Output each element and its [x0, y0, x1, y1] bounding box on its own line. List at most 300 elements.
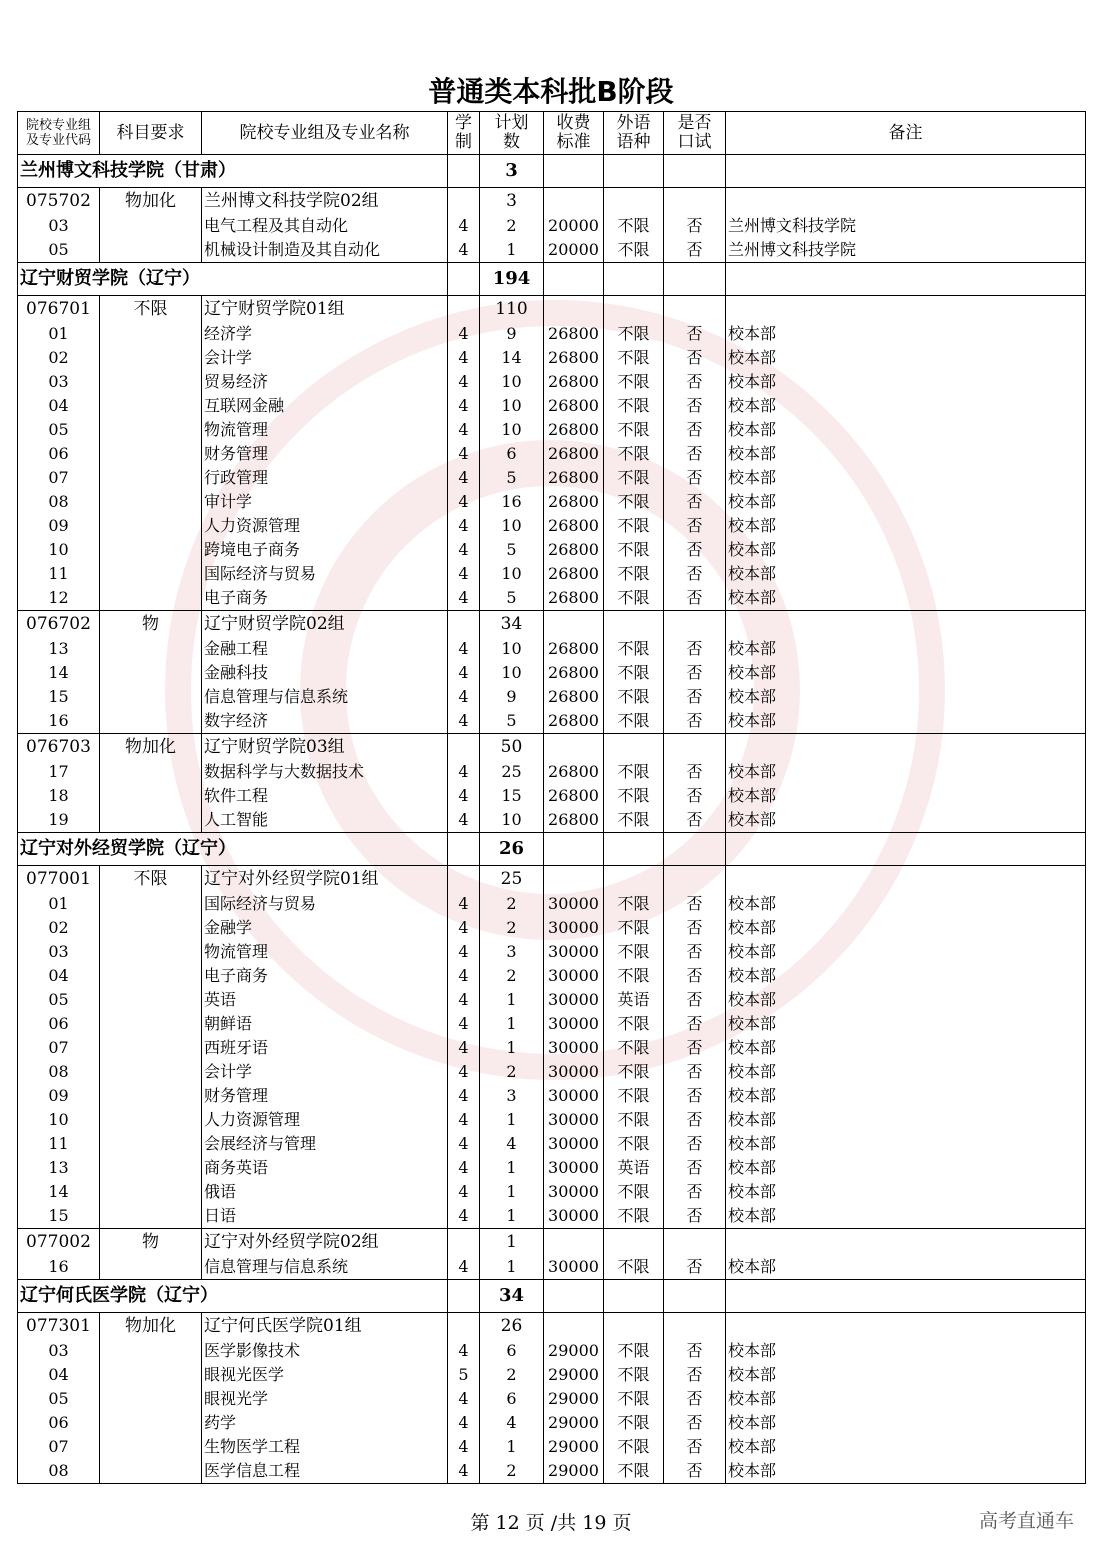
major-row: [18, 1060, 1086, 1084]
cell-fee: [544, 263, 604, 296]
cell-fee: 30000: [544, 1204, 604, 1229]
cell-years: 4: [448, 322, 480, 346]
cell-requirement: [100, 214, 202, 238]
cell-language: 不限: [604, 1084, 664, 1108]
cell-note: 校本部: [726, 1084, 1086, 1108]
cell-years: 4: [448, 892, 480, 916]
cell-note: [726, 833, 1086, 866]
cell-name: 电子商务: [202, 964, 448, 988]
cell-code: 04: [18, 964, 100, 988]
major-row: [18, 1339, 1086, 1363]
cell-requirement: 物加化: [100, 734, 202, 761]
cell-code: 18: [18, 784, 100, 808]
cell-oral: 否: [664, 1255, 726, 1280]
cell-note: [726, 296, 1086, 323]
cell-code: 04: [18, 394, 100, 418]
major-row: [18, 214, 1086, 238]
cell-code: 02: [18, 916, 100, 940]
header-years: 学 制: [448, 112, 480, 155]
cell-name: 辽宁对外经贸学院01组: [202, 866, 448, 893]
cell-oral: 否: [664, 370, 726, 394]
cell-fee: 29000: [544, 1363, 604, 1387]
cell-fee: 30000: [544, 1180, 604, 1204]
cell-note: 校本部: [726, 709, 1086, 734]
cell-name: 财务管理: [202, 442, 448, 466]
major-row: [18, 322, 1086, 346]
cell-note: 校本部: [726, 490, 1086, 514]
cell-years: 4: [448, 538, 480, 562]
cell-years: 4: [448, 238, 480, 263]
cell-name: 金融工程: [202, 637, 448, 661]
cell-note: 校本部: [726, 346, 1086, 370]
cell-oral: 否: [664, 892, 726, 916]
cell-requirement: [100, 916, 202, 940]
cell-fee: 30000: [544, 1156, 604, 1180]
cell-years: 4: [448, 1180, 480, 1204]
cell-name: 朝鲜语: [202, 1012, 448, 1036]
cell-years: 4: [448, 1084, 480, 1108]
cell-name: 金融学: [202, 916, 448, 940]
cell-fee: 30000: [544, 1012, 604, 1036]
cell-language: 英语: [604, 988, 664, 1012]
cell-oral: [664, 611, 726, 638]
cell-name: 商务英语: [202, 1156, 448, 1180]
cell-requirement: [100, 1387, 202, 1411]
cell-name: 西班牙语: [202, 1036, 448, 1060]
cell-plan: 2: [480, 964, 544, 988]
cell-language: [604, 1313, 664, 1340]
cell-fee: 30000: [544, 916, 604, 940]
cell-code: 10: [18, 1108, 100, 1132]
major-row: [18, 394, 1086, 418]
cell-note: [726, 1280, 1086, 1313]
cell-code: 08: [18, 1060, 100, 1084]
cell-fee: 26800: [544, 466, 604, 490]
cell-name: 辽宁财贸学院01组: [202, 296, 448, 323]
cell-language: 不限: [604, 1180, 664, 1204]
cell-requirement: [100, 466, 202, 490]
enrollment-table: [17, 111, 1086, 1484]
cell-code: 01: [18, 892, 100, 916]
cell-language: 不限: [604, 1459, 664, 1484]
major-row: [18, 808, 1086, 833]
cell-fee: 26800: [544, 760, 604, 784]
cell-plan: 25: [480, 760, 544, 784]
brand-mark: 高考直通车: [978, 1510, 1074, 1532]
cell-years: 4: [448, 916, 480, 940]
cell-note: 兰州博文科技学院: [726, 214, 1086, 238]
cell-language: 不限: [604, 346, 664, 370]
cell-code: 05: [18, 238, 100, 263]
cell-fee: 26800: [544, 637, 604, 661]
cell-requirement: [100, 1084, 202, 1108]
cell-requirement: [100, 661, 202, 685]
cell-plan: 5: [480, 586, 544, 611]
cell-requirement: [100, 1180, 202, 1204]
cell-requirement: [100, 322, 202, 346]
cell-code: 08: [18, 1459, 100, 1484]
cell-plan: 1: [480, 1255, 544, 1280]
cell-oral: [664, 1313, 726, 1340]
cell-oral: 否: [664, 1435, 726, 1459]
cell-oral: [664, 263, 726, 296]
major-row: [18, 1180, 1086, 1204]
cell-language: 不限: [604, 1060, 664, 1084]
cell-language: 不限: [604, 238, 664, 263]
header-language: 外语 语种: [604, 112, 664, 155]
cell-fee: 30000: [544, 940, 604, 964]
cell-plan: 2: [480, 1060, 544, 1084]
major-row: [18, 514, 1086, 538]
cell-code: 01: [18, 322, 100, 346]
cell-plan: 10: [480, 394, 544, 418]
cell-requirement: [100, 394, 202, 418]
cell-requirement: [100, 1255, 202, 1280]
cell-language: 不限: [604, 322, 664, 346]
cell-fee: [544, 611, 604, 638]
major-row: [18, 1156, 1086, 1180]
major-row: [18, 784, 1086, 808]
cell-note: 兰州博文科技学院: [726, 238, 1086, 263]
cell-code: 076703: [18, 734, 100, 761]
cell-code: 077301: [18, 1313, 100, 1340]
cell-language: 不限: [604, 1036, 664, 1060]
cell-years: [448, 1280, 480, 1313]
group-row: [18, 866, 1086, 893]
cell-requirement: [100, 1363, 202, 1387]
cell-note: 校本部: [726, 1459, 1086, 1484]
cell-fee: [544, 188, 604, 215]
cell-years: 4: [448, 760, 480, 784]
cell-name: 物流管理: [202, 418, 448, 442]
cell-plan: 1: [480, 1036, 544, 1060]
cell-oral: 否: [664, 637, 726, 661]
cell-code: 03: [18, 214, 100, 238]
major-row: [18, 1084, 1086, 1108]
cell-years: 4: [448, 637, 480, 661]
cell-years: 4: [448, 1255, 480, 1280]
cell-requirement: [100, 1060, 202, 1084]
cell-fee: 30000: [544, 1036, 604, 1060]
cell-fee: 30000: [544, 1108, 604, 1132]
cell-note: 校本部: [726, 1387, 1086, 1411]
cell-language: 不限: [604, 637, 664, 661]
cell-name: 软件工程: [202, 784, 448, 808]
cell-language: 不限: [604, 418, 664, 442]
cell-requirement: [100, 1435, 202, 1459]
cell-years: 4: [448, 1012, 480, 1036]
cell-plan: 26: [480, 833, 544, 866]
cell-plan: 5: [480, 538, 544, 562]
cell-oral: 否: [664, 661, 726, 685]
cell-oral: 否: [664, 1012, 726, 1036]
cell-code: 07: [18, 466, 100, 490]
school-row: [18, 263, 1086, 296]
major-row: [18, 1108, 1086, 1132]
cell-plan: 2: [480, 916, 544, 940]
school-name: 兰州博文科技学院（甘肃）: [18, 155, 448, 188]
cell-requirement: [100, 1339, 202, 1363]
cell-code: 16: [18, 709, 100, 734]
cell-code: 11: [18, 562, 100, 586]
cell-code: 16: [18, 1255, 100, 1280]
cell-oral: 否: [664, 808, 726, 833]
cell-requirement: [100, 442, 202, 466]
cell-language: 不限: [604, 1108, 664, 1132]
cell-plan: 9: [480, 685, 544, 709]
cell-fee: 30000: [544, 892, 604, 916]
major-row: [18, 892, 1086, 916]
major-row: [18, 346, 1086, 370]
cell-fee: 29000: [544, 1339, 604, 1363]
cell-plan: 6: [480, 1339, 544, 1363]
cell-plan: 10: [480, 370, 544, 394]
cell-name: 会计学: [202, 346, 448, 370]
major-row: [18, 709, 1086, 734]
cell-name: 互联网金融: [202, 394, 448, 418]
cell-requirement: [100, 1012, 202, 1036]
school-name: 辽宁何氏医学院（辽宁）: [18, 1280, 448, 1313]
cell-requirement: [100, 808, 202, 833]
cell-years: 4: [448, 490, 480, 514]
cell-requirement: [100, 964, 202, 988]
cell-years: 4: [448, 1411, 480, 1435]
cell-name: 医学影像技术: [202, 1339, 448, 1363]
cell-code: 05: [18, 988, 100, 1012]
cell-name: 会展经济与管理: [202, 1132, 448, 1156]
cell-requirement: [100, 562, 202, 586]
cell-years: [448, 1313, 480, 1340]
cell-name: 物流管理: [202, 940, 448, 964]
cell-fee: 30000: [544, 1060, 604, 1084]
cell-years: 4: [448, 586, 480, 611]
cell-note: 校本部: [726, 1180, 1086, 1204]
cell-fee: 20000: [544, 214, 604, 238]
cell-oral: 否: [664, 964, 726, 988]
cell-note: [726, 734, 1086, 761]
major-row: [18, 1435, 1086, 1459]
cell-note: 校本部: [726, 1363, 1086, 1387]
cell-fee: 30000: [544, 1084, 604, 1108]
cell-code: 077002: [18, 1229, 100, 1256]
cell-fee: [544, 1280, 604, 1313]
cell-language: 不限: [604, 1339, 664, 1363]
cell-years: [448, 866, 480, 893]
cell-oral: 否: [664, 760, 726, 784]
cell-note: 校本部: [726, 394, 1086, 418]
cell-oral: [664, 155, 726, 188]
cell-code: 076702: [18, 611, 100, 638]
cell-note: 校本部: [726, 562, 1086, 586]
group-row: [18, 611, 1086, 638]
cell-language: [604, 296, 664, 323]
cell-years: 4: [448, 1435, 480, 1459]
cell-oral: 否: [664, 988, 726, 1012]
cell-note: 校本部: [726, 1108, 1086, 1132]
cell-note: [726, 155, 1086, 188]
page-title: 普通类本科批B阶段: [428, 75, 674, 108]
group-row: [18, 188, 1086, 215]
cell-name: 辽宁财贸学院02组: [202, 611, 448, 638]
cell-oral: 否: [664, 538, 726, 562]
cell-years: 4: [448, 394, 480, 418]
cell-plan: 34: [480, 611, 544, 638]
cell-years: 4: [448, 370, 480, 394]
major-row: [18, 685, 1086, 709]
cell-code: 15: [18, 1204, 100, 1229]
major-row: [18, 238, 1086, 263]
cell-requirement: [100, 1156, 202, 1180]
cell-plan: 194: [480, 263, 544, 296]
cell-plan: 3: [480, 1084, 544, 1108]
cell-oral: 否: [664, 586, 726, 611]
cell-code: 09: [18, 514, 100, 538]
cell-oral: 否: [664, 1204, 726, 1229]
cell-oral: 否: [664, 940, 726, 964]
cell-code: 05: [18, 418, 100, 442]
cell-requirement: [100, 514, 202, 538]
cell-fee: 26800: [544, 418, 604, 442]
cell-language: 不限: [604, 1012, 664, 1036]
cell-name: 人力资源管理: [202, 1108, 448, 1132]
cell-language: 不限: [604, 784, 664, 808]
cell-years: 4: [448, 346, 480, 370]
cell-name: 数据科学与大数据技术: [202, 760, 448, 784]
cell-oral: 否: [664, 238, 726, 263]
cell-plan: 14: [480, 346, 544, 370]
cell-name: 国际经济与贸易: [202, 562, 448, 586]
cell-note: 校本部: [726, 1435, 1086, 1459]
page-footer: 第 12 页 /共 19 页: [470, 1512, 632, 1534]
cell-oral: [664, 188, 726, 215]
major-row: [18, 442, 1086, 466]
cell-fee: 26800: [544, 514, 604, 538]
cell-note: 校本部: [726, 892, 1086, 916]
cell-code: 06: [18, 442, 100, 466]
cell-fee: 26800: [544, 808, 604, 833]
cell-requirement: [100, 709, 202, 734]
cell-fee: [544, 155, 604, 188]
school-row: [18, 155, 1086, 188]
cell-name: 贸易经济: [202, 370, 448, 394]
cell-name: 审计学: [202, 490, 448, 514]
cell-plan: 4: [480, 1411, 544, 1435]
cell-plan: 10: [480, 514, 544, 538]
cell-fee: 26800: [544, 562, 604, 586]
cell-name: 英语: [202, 988, 448, 1012]
cell-requirement: [100, 538, 202, 562]
cell-oral: 否: [664, 685, 726, 709]
cell-note: 校本部: [726, 1339, 1086, 1363]
school-row: [18, 833, 1086, 866]
cell-language: 不限: [604, 916, 664, 940]
major-row: [18, 1411, 1086, 1435]
cell-fee: 26800: [544, 322, 604, 346]
cell-requirement: [100, 1108, 202, 1132]
cell-language: 不限: [604, 892, 664, 916]
cell-name: 信息管理与信息系统: [202, 1255, 448, 1280]
cell-note: 校本部: [726, 760, 1086, 784]
cell-fee: [544, 1229, 604, 1256]
cell-fee: 29000: [544, 1435, 604, 1459]
cell-language: 不限: [604, 466, 664, 490]
cell-plan: 3: [480, 940, 544, 964]
cell-note: 校本部: [726, 1255, 1086, 1280]
major-row: [18, 988, 1086, 1012]
cell-oral: 否: [664, 1411, 726, 1435]
cell-language: 不限: [604, 1387, 664, 1411]
cell-name: 俄语: [202, 1180, 448, 1204]
cell-requirement: [100, 1132, 202, 1156]
cell-note: 校本部: [726, 1132, 1086, 1156]
header-fee: 收费 标准: [544, 112, 604, 155]
cell-years: 4: [448, 442, 480, 466]
cell-code: 07: [18, 1036, 100, 1060]
cell-years: 4: [448, 1036, 480, 1060]
cell-code: 04: [18, 1363, 100, 1387]
cell-language: [604, 866, 664, 893]
cell-oral: [664, 734, 726, 761]
cell-note: 校本部: [726, 1036, 1086, 1060]
header-oral: 是否 口试: [664, 112, 726, 155]
cell-language: [604, 188, 664, 215]
cell-oral: [664, 1229, 726, 1256]
cell-note: 校本部: [726, 370, 1086, 394]
cell-years: 4: [448, 562, 480, 586]
school-name: 辽宁财贸学院（辽宁）: [18, 263, 448, 296]
cell-code: 15: [18, 685, 100, 709]
cell-fee: 30000: [544, 1255, 604, 1280]
cell-code: 03: [18, 940, 100, 964]
cell-fee: 29000: [544, 1411, 604, 1435]
cell-oral: 否: [664, 1108, 726, 1132]
major-row: [18, 1012, 1086, 1036]
group-row: [18, 1229, 1086, 1256]
cell-plan: 10: [480, 637, 544, 661]
cell-oral: 否: [664, 562, 726, 586]
cell-fee: 26800: [544, 586, 604, 611]
cell-name: 数字经济: [202, 709, 448, 734]
cell-requirement: 物: [100, 611, 202, 638]
cell-plan: 5: [480, 466, 544, 490]
cell-note: 校本部: [726, 988, 1086, 1012]
cell-requirement: [100, 418, 202, 442]
cell-oral: 否: [664, 514, 726, 538]
cell-plan: 10: [480, 661, 544, 685]
cell-years: 4: [448, 1387, 480, 1411]
cell-oral: 否: [664, 490, 726, 514]
cell-requirement: [100, 238, 202, 263]
cell-code: 13: [18, 1156, 100, 1180]
major-row: [18, 490, 1086, 514]
cell-requirement: [100, 1036, 202, 1060]
cell-name: 生物医学工程: [202, 1435, 448, 1459]
cell-requirement: [100, 346, 202, 370]
cell-name: 国际经济与贸易: [202, 892, 448, 916]
cell-oral: 否: [664, 466, 726, 490]
cell-code: 14: [18, 661, 100, 685]
cell-years: [448, 1229, 480, 1256]
cell-plan: 10: [480, 418, 544, 442]
cell-years: 4: [448, 709, 480, 734]
cell-code: 06: [18, 1012, 100, 1036]
cell-years: 4: [448, 1204, 480, 1229]
cell-note: 校本部: [726, 322, 1086, 346]
cell-fee: 26800: [544, 346, 604, 370]
cell-years: [448, 188, 480, 215]
cell-years: 4: [448, 808, 480, 833]
cell-oral: 否: [664, 1459, 726, 1484]
